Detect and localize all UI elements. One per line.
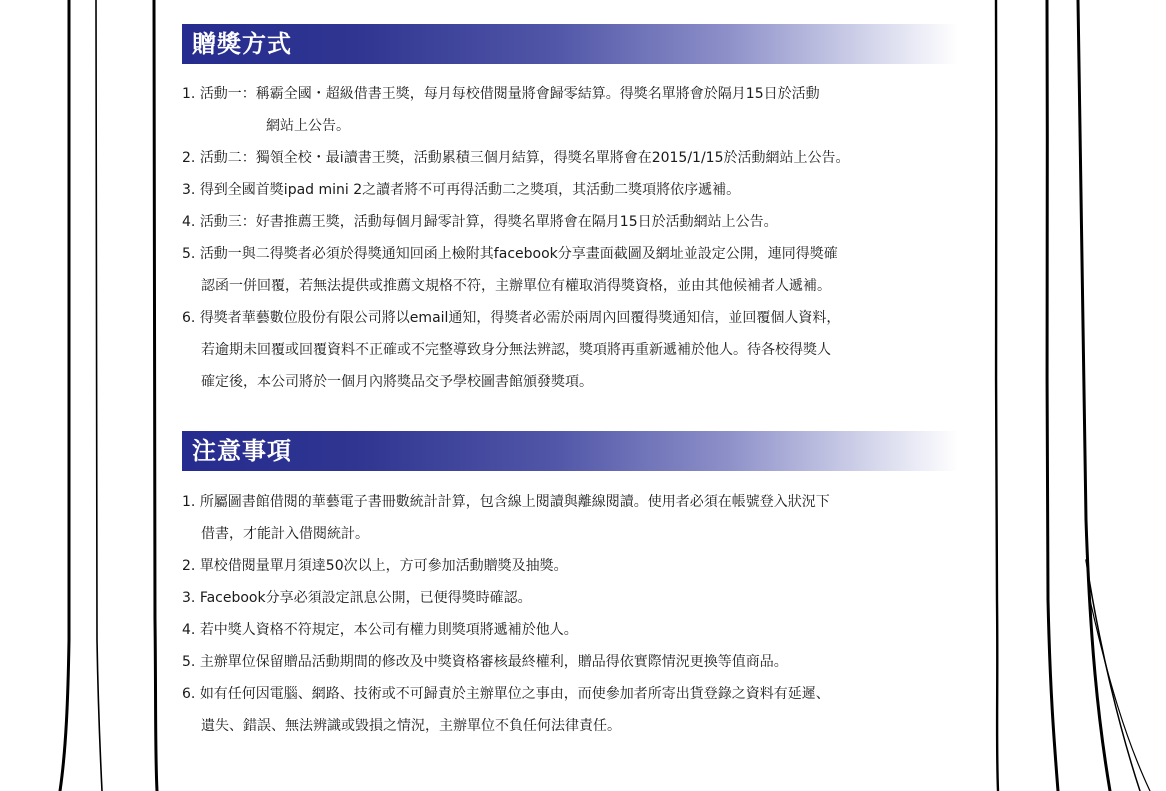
list-item-number: 1. [182,86,196,102]
list-item-number: 3. [182,590,196,606]
list-item-number: 2. [182,150,196,166]
notice-item-5 [182,646,982,678]
list-item-text: 得到全國首獎ipad mini 2之讀者將不可再得活動二之獎項，其活動二獎項將依序遞補。 [199,182,741,198]
notice-item-3 [182,582,982,614]
list-item-text: 活動三：好書推薦王獎，活動每個月歸零計算，得獎名單將會在隔月15日於活動網站上公告。 [199,214,778,230]
list-item-number: 6. [182,686,196,702]
list-item-text: 主辦單位保留贈品活動期間的修改及中獎資格審核最終權利，贈品得依實際情況更換等值商品。 [199,654,788,670]
list-item-text: 認函一併回覆，若無法提供或推薦文規格不符，主辦單位有權取消得獎資格，並由其他候補者人遞補。 [201,278,831,294]
award-item-4 [182,206,982,238]
list-item-text: 若中獎人資格不符規定，本公司有權力則獎項將遞補於他人。 [199,622,578,638]
list-item-number: 5. [182,246,196,262]
award-method-list [182,78,982,398]
list-item-number: 1. [182,494,196,510]
notice-title: 注意事項 [192,437,292,465]
notice-item-1 [182,486,982,550]
list-item-number: 6. [182,310,196,326]
award-method-title: 贈獎方式 [192,30,292,58]
notice-header [182,431,958,471]
list-item-text: 得獎者華藝數位股份有限公司將以email通知，得獎者必需於兩周內回覆得獎通知信，並回覆個人資料， [199,310,841,326]
award-item-6 [182,302,982,398]
list-item-text: Facebook分享必須設定訊息公開，已便得獎時確認。 [199,590,532,606]
award-item-1 [182,78,982,142]
list-item-text: 確定後，本公司將於一個月內將獎品交予學校圖書館頒發獎項。 [201,374,593,390]
list-item-text: 遺失、錯誤、無法辨識或毀損之情況，主辦單位不負任何法律責任。 [201,718,621,734]
list-item-text: 如有任何因電腦、網路、技術或不可歸責於主辦單位之事由，而使參加者所寄出貨登錄之資料有延遲、 [199,686,830,702]
list-item-text: 活動一：稱霸全國・超級借書王獎，每月每校借閱量將會歸零結算。得獎名單將會於隔月15日於活動 [199,86,820,102]
notice-list [182,486,982,742]
list-item-text: 所屬圖書館借閱的華藝電子書冊數統計計算，包含線上閱讀與離線閱讀。使用者必須在帳號登入狀況下 [199,494,830,510]
list-item-text: 活動一與二得獎者必須於得獎通知回函上檢附其facebook分享畫面截圖及網址並設定公開，連同得獎確 [199,246,838,262]
list-item-text: 單校借閱量單月須達50次以上，方可參加活動贈獎及抽獎。 [199,558,568,574]
notice-item-2 [182,550,982,582]
list-item-number: 4. [182,622,196,638]
award-item-3 [182,174,982,206]
list-item-number: 2. [182,558,196,574]
list-item-text: 活動二：獨領全校・最i讀書王獎，活動累積三個月結算，得獎名單將會在2015/1/15於活動網站上公告。 [199,150,850,166]
notice-item-4 [182,614,982,646]
notice-item-6 [182,678,982,742]
list-item-number: 3. [182,182,196,198]
list-item-text: 借書，才能計入借閱統計。 [201,526,369,542]
list-item-text: 若逾期未回覆或回覆資料不正確或不完整導致身分無法辨認，獎項將再重新遞補於他人。待各校得獎人 [201,342,831,358]
list-item-number: 4. [182,214,196,230]
award-method-section [182,24,982,398]
award-item-5 [182,238,982,302]
award-method-header [182,24,958,64]
list-item-text: 網站上公告。 [266,118,350,134]
list-item-number: 5. [182,654,196,670]
notice-section [182,431,982,742]
award-item-2 [182,142,982,174]
